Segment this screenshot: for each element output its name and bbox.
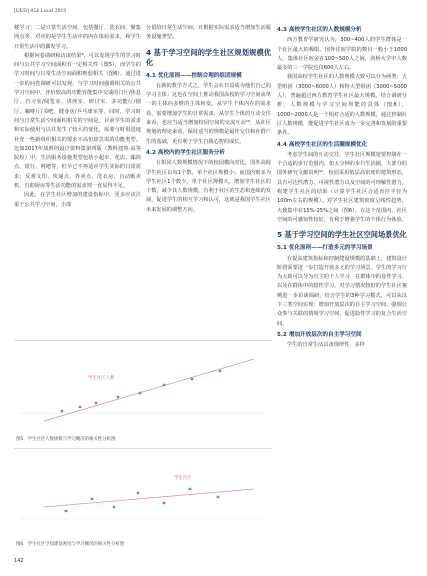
figure-6-plot (14, 449, 272, 537)
figure-5-annotation: 学生社区人数 (88, 376, 115, 381)
paragraph: 学生的日常生活具备规律性，多样 (287, 342, 365, 349)
data-point (95, 402, 98, 405)
figure-5-caption: 图5 学生社区人数规模与学习概况的相关性分析图 (16, 437, 116, 442)
subsection-heading-4-2: 4.2 高校内的学生社区服务分析 (146, 149, 225, 156)
figure-6-annotation: 学生社区 (174, 476, 192, 481)
paragraph: 我国高校学生社区的人数规模大致可以分为两类：大型组团（3000~6000人）和特大型组团（3000~5000人），普遍超过西方教育学生社区最大规模。结合调研分析，人数规模与学习空间均能的具体（图8），1000~2000人是一个相对合适的人数规模，通过控制社区人数规模，能促进学生社区成为一步完善和发展的重要条件。 (277, 74, 407, 137)
paragraph: 分留给日常生活空间，且根据实际需求适当增加生活服务设施类型。 (146, 25, 271, 41)
trend-line (44, 489, 254, 507)
data-point (191, 378, 194, 381)
subsection-heading-4-3: 4.3 高校学生社区的人数规模分析 (277, 27, 362, 33)
subsection-heading-5-1: 5.1 优化原则——打造多元的学习场景 (277, 245, 373, 252)
paragraph: 根据问卷调研和访谈结果⁹，可以发现学生的学习时间与公共学习空间面积有一定相关性（图5），而学生的学习时间与日常生活空间面积则弱相关（图6）。通过进一步的问卷调研可以发现，与学习时间强调相关的公共学习空间中，评价较高的功能有能集中交谈的门厅/休息厅、自习室/阅览室、讲座室、研讨室、多功能厅/剧厅、咖啡厅/书吧、健身房/乒乓球室等。同时，学习时间与日常生活空间面积相关的空间是，目前学生的需求和实际使用与以往发生了较大的变化，需要与时俱进地补充一些新组织相关的要求不高但却急需的功能类型。比如2017年战胜的设计资料集第四版（教科建筑·高等院校）中，生活服务设施类型包括小超市、花店、邮筒点、银行、网吧等，但早已不再适应学生实际的日常需求；反观文印、快递点、外卖点、洗衣房、自动贩卖机、自助厨房等生活功能的需求则一直显得不足。 (14, 52, 141, 190)
data-point (189, 488, 192, 491)
data-point (137, 492, 140, 495)
data-point (61, 410, 64, 413)
figure-6 (14, 448, 272, 537)
paragraph: 因此，在学生社区增加的建设指标中，更多应该注重于公共学习空间，小部 (14, 192, 141, 208)
data-point (65, 510, 68, 513)
text-column-2 (146, 24, 271, 215)
section-heading-4: 4 基于学习空间的学生社区规划规模优化 (146, 47, 271, 67)
subsection-heading-5-2: 5.2 增加开放层次的自主学习空间 (277, 331, 362, 338)
paragraph: 在新的教学方式之，学生会在日益成为他们自己的学习主体；这也在空间上推动我国高校的学习空间从单一的主体向多维的主体转变。从学生个体内在的需求看，需要增加学生的日常需求，从学生个体的互动交往来看，也应当适当增加校园空间的交流互动¹⁰，从社区规划的理论来看，保持适当的规模是最佳交往和社群产生的基础，更有利于学生自我心智的成长。 (146, 82, 271, 145)
data-point (117, 396, 120, 399)
section-heading-5: 5 基于学习空间的学生社区空间场景优化 (277, 230, 407, 240)
data-point (139, 392, 142, 395)
data-point (79, 406, 82, 409)
paragraph: 考虑学生间的互动交往，学生社区规模宽要控制在一个合适的步行范围内。如五分钟的步行生活圈，大部分的国外研究文献说明¹¹，校园采用低层高密度的建筑形态，具有可达性潜力、可视性潜力以及空间的可理解性潜力，构建学生社区的结果（计算学生社区合适直径半径为100m左右的规模）。对学生社区建筑密度呈线性趋势，大致集中在15%-25%之间（图6），在这个范围内，社区空间的可感知性较好，有利于增强学生的个体行为体验。 (277, 151, 407, 223)
data-point (219, 370, 222, 373)
page-number: 142 (14, 558, 24, 564)
data-point (217, 496, 220, 499)
subsection-heading-4-1: 4.1 优化原则——控制合理的组团规模 (146, 72, 242, 79)
figure-6-caption: 图6 学生社区空间建设密度与学习概况的相关性分析图 (16, 542, 125, 547)
paragraph: 西方教育学研究认为，300~400人的学生群体是一个社区最大的极限。国外住宿学院的数目一般小于1000人，集体社区宿舍在100~500人之间，剑桥大学中人数最多的三一学院也仅600人左右。 (277, 37, 407, 72)
text-column-1 (14, 24, 141, 210)
text-column-3 (277, 24, 407, 351)
data-point (113, 506, 116, 509)
data-point (91, 498, 94, 501)
figure-5-plot (14, 341, 272, 431)
figure-5 (14, 340, 272, 431)
data-point (163, 502, 166, 505)
paragraph: 在相同人数规模情况下的校园横向对比，国外高校学生社区以每1个数，单个社区规模小；而国内则多为学生社区1个数少，单个社区规模大。增加学生社区的个数，减少其人数规模，有利于社区的生态和连续的发展，促进学生的相互学习和认可，这就是我国学生社区未来发展的调整方向。 (146, 160, 271, 213)
data-point (163, 384, 166, 387)
paragraph: 在提高建筑指标和控制建设规模的基础上，建筑设计阶段需要进一步打造开放多元的学习场景。学生的学习行为大致可以分为自主的个人学习、在群体中的显性学习、以及在群体中的隐性学习。对学习情况较好的学生社区案例进一步访谈调研，结合学生的3种学习模式，可以从以下三类空间实现：增加开放层次的自主学习空间、强调公众参与关联的情境学习空间，促进隐性学习的复合生活空间。 (277, 255, 407, 327)
running-head: [UED] 054 Local 2019 (14, 9, 67, 14)
paragraph: 楼学习；二是日常生活空间，包括餐厅、洗衣间、聚集网点等。对应的是学生生活中的内在体验需求，和学生日常生活中的偶发学习。 (14, 25, 141, 50)
trend-line (44, 359, 254, 421)
subsection-heading-4-4: 4.4 高校学生社区的生活圈规模优化 (277, 141, 368, 148)
